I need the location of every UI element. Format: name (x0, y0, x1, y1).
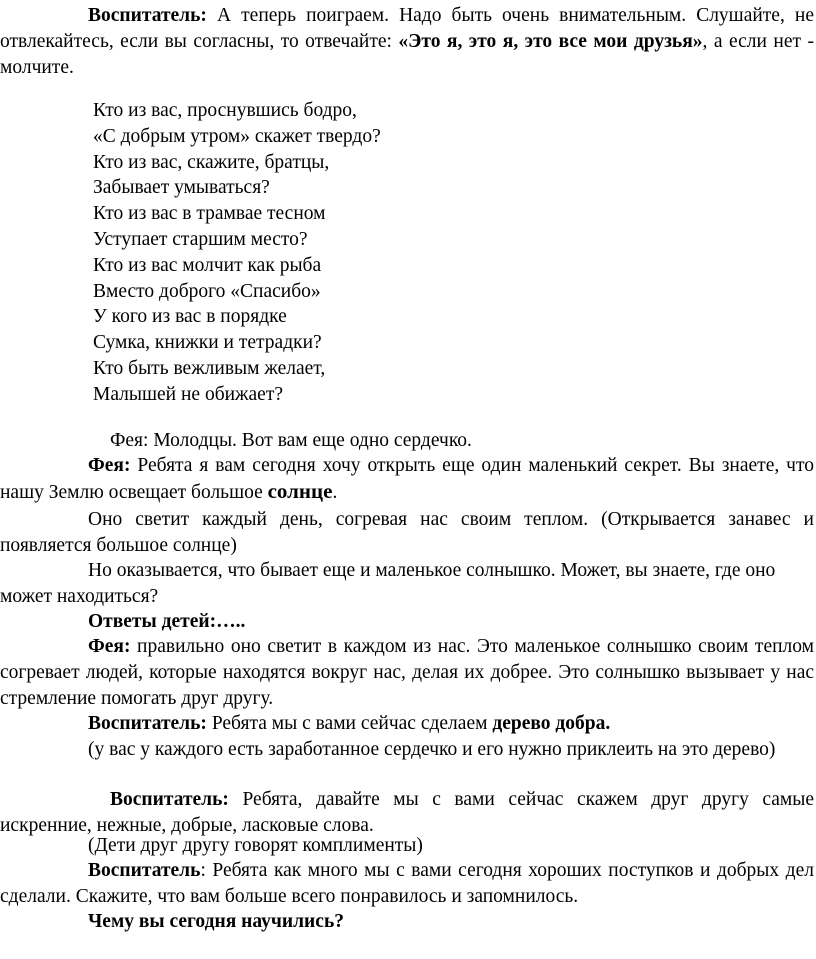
teacher-words-text: Ребята, давайте мы с вами сейчас скажем друг другу самые искренние, нежные, добрые, ласковые слова. (0, 789, 814, 836)
teacher-tree-text: Ребята мы с вами сейчас сделаем (206, 713, 493, 734)
poem-line: Забывает умываться? (93, 177, 270, 199)
speaker-label: Воспитатель: (88, 5, 207, 26)
speaker-label: Фея: (88, 455, 131, 476)
poem-line: Кто из вас, скажите, братцы, (93, 151, 330, 173)
tree-of-kindness: дерево добра. (492, 713, 611, 734)
intro-text: А теперь поиграем. Надо быть очень внимательным. Слушайте, не отвлекайтесь, если вы согласны, то отвечайте: (0, 5, 814, 52)
poem-line: Кто быть вежливым желает, (93, 357, 326, 379)
teacher-tree-line (88, 711, 610, 737)
poem-line: Вместо доброго «Спасибо» (93, 280, 321, 302)
teacher-summary-text: : Ребята как много мы с вами сегодня хороших поступков и добрых дел сделали. Скажите, что вам больше всего понравилось и запомнилось. (0, 860, 814, 907)
teacher-summary-paragraph (0, 858, 814, 910)
sun-shines-paragraph: Оно светит каждый день, согревая нас своим теплом. (Открывается занавес и появляется большое солнце) (0, 509, 814, 556)
compliments-line: (Дети друг другу говорят комплименты) (88, 835, 423, 856)
speaker-label: Воспитатель: (110, 789, 229, 810)
heart-note-paragraph: (у вас у каждого есть заработанное сердечко и его нужно приклеить на это дерево) (88, 739, 776, 760)
poem-line: «С добрым утром» скажет твердо? (93, 125, 381, 147)
speaker-label: Фея: (88, 636, 131, 657)
poem (93, 98, 381, 408)
poem-line: Кто из вас, проснувшись бодро, (93, 100, 357, 121)
fairy-secret-paragraph (0, 453, 814, 506)
poem-line: У кого из вас в порядке (93, 306, 287, 328)
teacher-words-paragraph (0, 787, 814, 839)
poem-line: Кто из вас в трамвае тесном (93, 203, 326, 225)
speaker-label: Воспитатель: (88, 713, 207, 734)
game-answer: «Это я, это я, это все мои друзья» (398, 30, 703, 52)
poem-line: Кто из вас молчит как рыба (93, 254, 322, 276)
sun-word: солнце (267, 478, 333, 503)
poem-line: Уступает старшим место? (93, 228, 308, 250)
speaker-label: Воспитатель (88, 860, 201, 881)
intro-text-end: , а если нет - молчите. (0, 30, 814, 78)
kids-answers: Ответы детей:….. (88, 611, 246, 632)
final-question: Чему вы сегодня научились? (88, 911, 345, 932)
intro-paragraph (0, 3, 814, 80)
fairy-secret-end: . (332, 481, 338, 503)
little-sun-paragraph: Но оказывается, что бывает еще и маленькое солнышко. Может, вы знаете, где оно может находиться? (0, 560, 776, 607)
poem-line: Сумка, книжки и тетрадки? (93, 332, 322, 354)
poem-line: Малышей не обижает? (93, 383, 284, 405)
fairy-right-paragraph (0, 634, 814, 711)
fairy-secret-text: Ребята я вам сегодня хочу открыть еще один маленький секрет. Вы знаете, что нашу Землю освещает большое (0, 455, 814, 503)
fairy-right-text: правильно оно светит в каждом из нас. Это маленькое солнышко своим теплом согревает людей, которые находятся вокруг нас, делая их добрее. Это солнышко вызывает у нас стремление помогать друг другу. (0, 636, 814, 709)
fairy-heart-line: Фея: Молодцы. Вот вам еще одно сердечко. (110, 430, 472, 451)
